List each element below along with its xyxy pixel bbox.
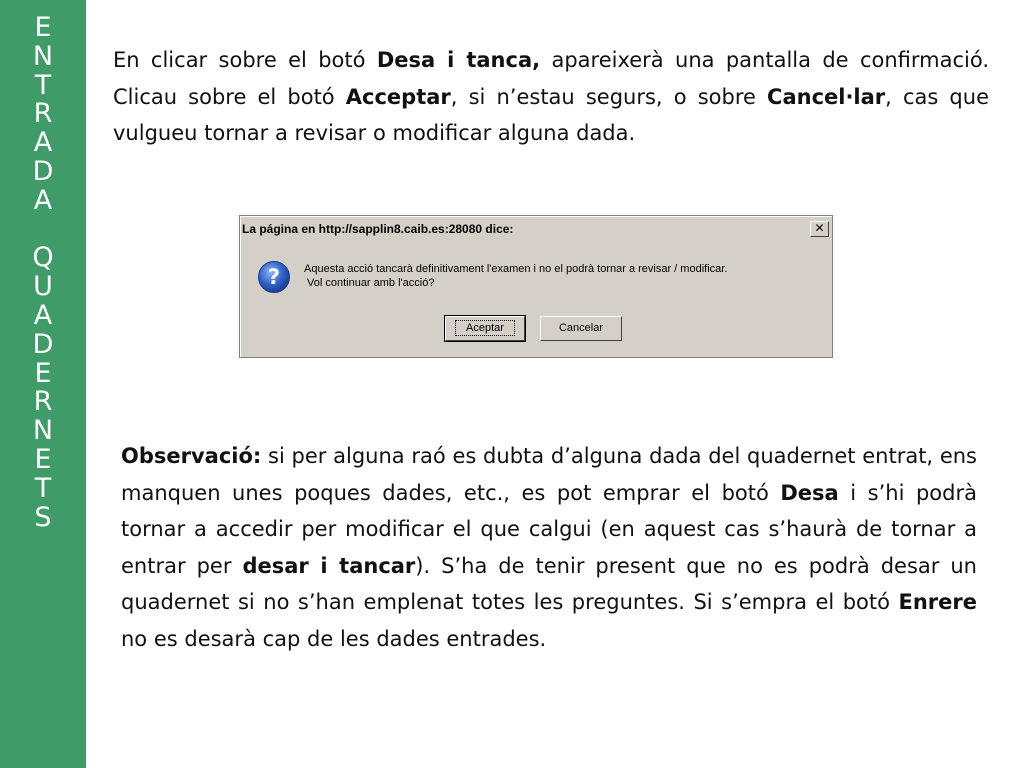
dialog-titlebar[interactable] xyxy=(241,217,831,243)
sidebar-letter: N xyxy=(32,40,54,72)
sidebar-letter: T xyxy=(34,472,52,504)
question-icon xyxy=(257,260,291,294)
sidebar-letter: N xyxy=(32,415,54,447)
sidebar-letter: A xyxy=(33,299,53,331)
sidebar-letter: A xyxy=(33,127,53,159)
aceptar-button[interactable] xyxy=(445,316,525,341)
sidebar-letter: E xyxy=(34,357,52,389)
sidebar-letter: D xyxy=(32,155,54,187)
dialog-message xyxy=(304,262,824,290)
intro-paragraph xyxy=(113,42,989,152)
intro-text-2: apareixerà una pantalla de confirmació. Clicau sobre el botó xyxy=(113,48,989,109)
note-text-1: si per alguna raó es dubta d’alguna dada del quadernet entrat, ens manquen unes poques dades, etc., es pot emprar el botó xyxy=(121,444,977,505)
sidebar-letter: R xyxy=(33,386,53,418)
note-paragraph xyxy=(121,438,977,657)
dialog-message-line-2: Vol continuar amb l'acció? xyxy=(307,277,435,289)
note-text-3: ). S’ha de tenir present que no es podrà desar un quadernet si no s’han emplenat totes les preguntes. Si s’empra el botó xyxy=(121,553,977,614)
note-text-2: i s’hi podrà tornar a accedir per modificar el que calgui (en aquest cas s’haurà de tornar a entrar per xyxy=(121,480,977,578)
sidebar-vertical-title xyxy=(0,14,86,532)
note-text-4: no es desarà cap de les dades entrades. xyxy=(121,626,547,651)
sidebar-letter: D xyxy=(32,328,54,360)
sidebar-letter: R xyxy=(33,98,53,130)
sidebar-letter xyxy=(39,216,48,245)
intro-text-4: , cas que vulgueu tornar a revisar o modificar alguna dada. xyxy=(113,84,989,145)
intro-bold-acceptar: Acceptar xyxy=(345,84,451,109)
intro-bold-cancellar: Cancel·lar xyxy=(767,84,886,109)
sidebar-letter: T xyxy=(34,69,52,101)
sidebar-letter: U xyxy=(33,271,53,303)
svg-text:?: ? xyxy=(267,265,281,289)
cancelar-button[interactable] xyxy=(540,316,622,341)
dialog-close-button[interactable] xyxy=(810,221,829,237)
intro-text-1: En clicar sobre el botó xyxy=(113,48,377,72)
sidebar xyxy=(0,0,86,768)
dialog-title: La página en http://sapplin8.caib.es:28080 dice: xyxy=(242,222,514,236)
note-bold-observacio: Observació: xyxy=(121,444,262,468)
note-bold-desar-i-tancar: desar i tancar xyxy=(242,553,416,578)
close-icon: ✕ xyxy=(814,221,825,235)
sidebar-letter: E xyxy=(34,443,52,475)
confirm-dialog xyxy=(239,215,833,358)
sidebar-letter: E xyxy=(34,12,52,43)
note-bold-desa: Desa xyxy=(780,480,839,505)
sidebar-letter: Q xyxy=(32,242,54,274)
intro-bold-desa-i-tanca: Desa i tanca, xyxy=(376,48,541,72)
cancelar-button-label: Cancelar xyxy=(558,322,604,334)
aceptar-button-label: Aceptar xyxy=(455,320,515,336)
note-bold-enrere: Enrere xyxy=(898,590,977,614)
sidebar-letter: S xyxy=(34,501,52,533)
intro-text-3: , si n’estau segurs, o sobre xyxy=(450,84,768,109)
dialog-message-line-1: Aquesta acció tancarà definitivament l'examen i no el podrà tornar a revisar / modificar. xyxy=(304,263,728,275)
sidebar-letter: A xyxy=(33,184,53,216)
